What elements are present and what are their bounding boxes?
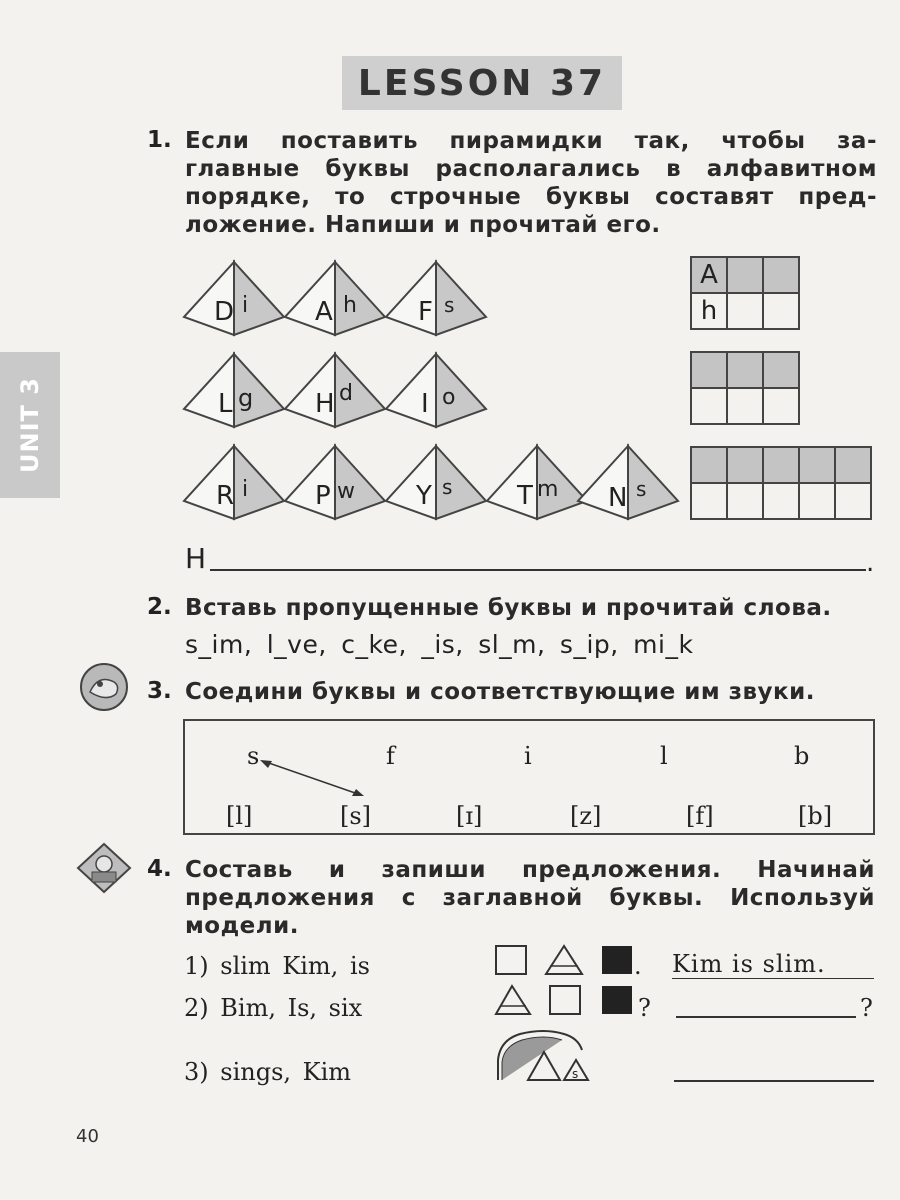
- pyramid-lower: h: [343, 293, 357, 318]
- task4-item1-prompt: 1) slim Kim, is: [184, 952, 370, 980]
- pyramid-upper: Y: [416, 481, 432, 511]
- pyramid-p-w: [285, 446, 385, 519]
- pyramid-n-s: [578, 446, 678, 519]
- grid-cell[interactable]: [763, 483, 799, 519]
- sentence-start: H: [185, 542, 207, 575]
- grid-cell[interactable]: [763, 257, 799, 293]
- grid-cell[interactable]: [727, 352, 763, 388]
- pyramid-upper: F: [418, 297, 433, 327]
- pyramid-h-d: [285, 354, 385, 427]
- task2-instruction: Вставь пропущенные буквы и прочитай слова.: [185, 595, 832, 621]
- sound-s[interactable]: [s]: [340, 802, 372, 830]
- pyramid-lower: s: [442, 475, 453, 499]
- lesson-title: LESSON 37: [342, 56, 622, 110]
- answer-grid-1: [690, 256, 800, 330]
- grid-cell[interactable]: [691, 483, 727, 519]
- task2-number: 2.: [147, 594, 172, 620]
- sound-short-i[interactable]: [ɪ]: [456, 802, 483, 830]
- model-square-filled: [602, 946, 632, 974]
- model-square-empty: [496, 946, 526, 974]
- grid-cell[interactable]: A: [691, 257, 727, 293]
- task4-item1-end-mark: .: [634, 952, 642, 980]
- pyramid-upper: P: [315, 481, 331, 511]
- listening-icon: [78, 662, 130, 712]
- pyramid-lower: o: [442, 385, 456, 410]
- pyramid-y-s: [386, 446, 486, 519]
- pyramid-lower: d: [339, 381, 353, 406]
- task1-line: Если поставить пирамидки так, чтобы за-: [185, 128, 877, 154]
- model-square-empty: [550, 986, 580, 1014]
- grid-cell[interactable]: [835, 447, 871, 483]
- pyramid-lower: g: [238, 384, 254, 412]
- task4-item2-prompt: 2) Bim, Is, six: [184, 994, 363, 1022]
- pyramid-r-i: [184, 446, 284, 519]
- letter-l[interactable]: l: [660, 742, 668, 770]
- letter-b[interactable]: b: [794, 742, 810, 770]
- task4-line: модели.: [185, 913, 299, 939]
- pyramid-upper: N: [608, 483, 628, 513]
- pyramid-lower: m: [537, 477, 559, 502]
- pyramid-upper: I: [421, 389, 429, 419]
- answer-grid-3: [690, 446, 872, 520]
- pyramid-i-o: [386, 354, 486, 427]
- task4-item3-answer-line[interactable]: [674, 1080, 874, 1082]
- pyramid-t-m: [487, 446, 587, 519]
- sentence-answer-line[interactable]: [210, 569, 866, 571]
- sound-b[interactable]: [b]: [798, 802, 833, 830]
- pyramid-upper: R: [216, 481, 235, 511]
- task1-line: ложение. Напиши и прочитай его.: [185, 212, 661, 238]
- task3-number: 3.: [147, 678, 172, 704]
- task4-item2-answer-line[interactable]: [676, 1016, 856, 1018]
- grid-cell[interactable]: [763, 388, 799, 424]
- grid-cell[interactable]: h: [691, 293, 727, 329]
- pyramid-upper: H: [315, 389, 335, 419]
- task4-number: 4.: [147, 856, 172, 882]
- page-number: 40: [76, 1126, 99, 1147]
- pyramid-upper: A: [315, 297, 333, 327]
- grid-cell[interactable]: [799, 447, 835, 483]
- pyramid-lower: i: [242, 477, 249, 502]
- task1-instruction: [185, 127, 877, 239]
- grid-cell[interactable]: [799, 483, 835, 519]
- pyramid-upper: D: [214, 297, 235, 327]
- model-triangle-square-square: [494, 984, 646, 1018]
- task4-item2-answer-end: ?: [860, 994, 873, 1022]
- grid-cell[interactable]: [691, 388, 727, 424]
- task1-line: порядке, то строчные буквы составят пред-: [185, 184, 877, 210]
- task4-instruction: [185, 856, 875, 940]
- model-triangle: [546, 946, 582, 974]
- task3-instruction: Соедини буквы и соответствующие им звуки.: [185, 679, 815, 705]
- task4-item3-prompt: 3) sings, Kim: [184, 1058, 352, 1086]
- letter-i[interactable]: i: [524, 742, 532, 770]
- pyramid-upper: T: [517, 481, 533, 511]
- grid-cell[interactable]: [727, 257, 763, 293]
- model-square-filled: [602, 986, 632, 1014]
- pyramid-lower: s: [444, 293, 455, 317]
- task4-item2-end-mark: ?: [638, 994, 651, 1022]
- pyramid-lower: i: [242, 293, 249, 318]
- grid-cell[interactable]: [727, 483, 763, 519]
- giraffe-model-icon: [494, 1026, 598, 1084]
- grid-cell[interactable]: [727, 293, 763, 329]
- pyramid-l-g: [184, 354, 284, 427]
- model-square-triangle-square: [494, 944, 646, 978]
- sound-f[interactable]: [f]: [686, 802, 714, 830]
- unit-tab-label: UNIT 3: [16, 377, 44, 473]
- grid-cell[interactable]: [727, 388, 763, 424]
- pyramid-d-i: [184, 262, 284, 335]
- grid-cell[interactable]: [727, 447, 763, 483]
- grid-cell[interactable]: [763, 352, 799, 388]
- task1-line: главные буквы располагались в алфавитном: [185, 156, 877, 182]
- example-connection-arrow: [258, 756, 368, 802]
- pyramid-lower: w: [337, 479, 355, 504]
- grid-cell[interactable]: [763, 447, 799, 483]
- model-triangle: [496, 986, 530, 1014]
- pyramid-f-s: [386, 262, 486, 335]
- task1-number: 1.: [147, 127, 172, 153]
- pyramid-upper: L: [218, 389, 233, 419]
- grid-cell[interactable]: [691, 352, 727, 388]
- letter-s[interactable]: s: [247, 742, 260, 770]
- model3-letter: s: [572, 1067, 579, 1081]
- sound-l[interactable]: [l]: [226, 802, 253, 830]
- sentence-end: .: [866, 548, 875, 578]
- task4-line: предложения с заглавной буквы. Используй: [185, 885, 875, 911]
- sound-z[interactable]: [z]: [570, 802, 602, 830]
- answer-grid-2: [690, 351, 800, 425]
- task4-line: Составь и запиши предложения. Начинай: [185, 857, 875, 883]
- unit-tab: [0, 352, 60, 498]
- letter-f[interactable]: f: [386, 742, 395, 770]
- pyramids-area: [170, 250, 680, 530]
- grid-cell[interactable]: [691, 447, 727, 483]
- task2-words: s_im, l_ve, c_ke, _is, sl_m, s_ip, mi_k: [185, 630, 694, 659]
- grid-cell[interactable]: [835, 483, 871, 519]
- writing-icon: [76, 842, 132, 894]
- grid-cell[interactable]: [763, 293, 799, 329]
- pyramid-a-h: [285, 262, 385, 335]
- task4-item1-answer[interactable]: Kim is slim.: [672, 950, 874, 979]
- pyramid-lower: s: [636, 477, 647, 501]
